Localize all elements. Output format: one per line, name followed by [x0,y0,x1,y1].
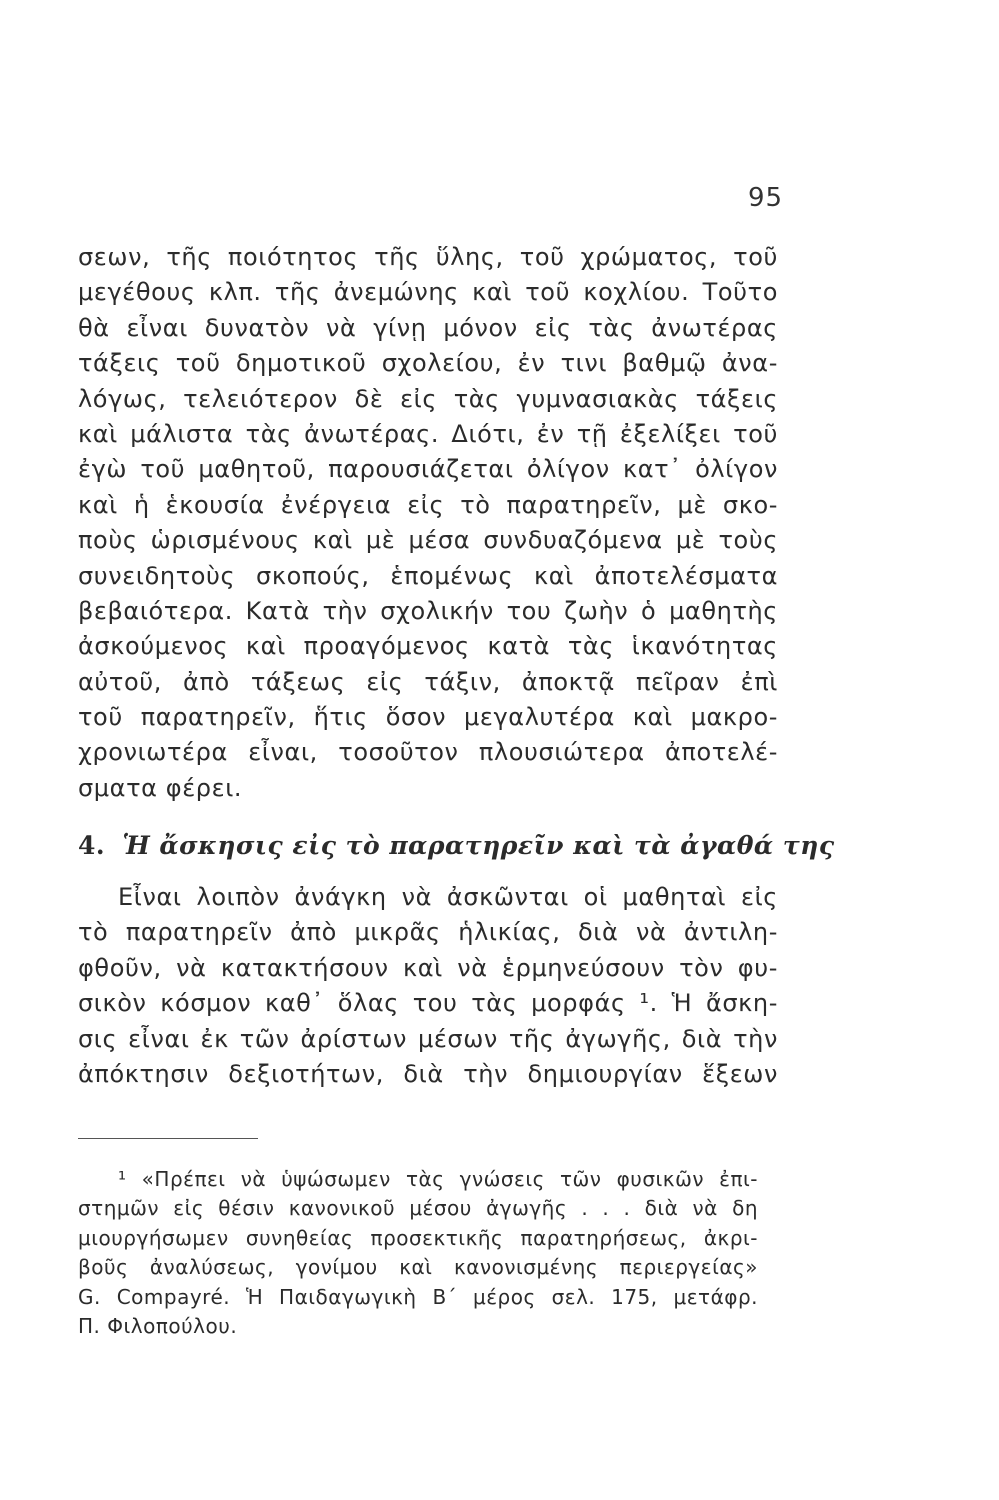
section-line: φθοῦν, νὰ κατακτήσουν καὶ νὰ ἑρμηνεύσουν τὸν φυ- [78,953,778,982]
section-text [78,880,778,1092]
body-line: χρονιωτέρα εἶναι, τοσοῦτον πλουσιώτερα ἀποτελέ- [78,738,778,767]
section-number: 4. [78,831,106,860]
body-line: καὶ μάλιστα τὰς ἀνωτέρας. Διότι, ἐν τῇ ἐξελίξει τοῦ [78,419,778,448]
body-line: καὶ ἡ ἑκουσία ἐνέργεια εἰς τὸ παρατηρεῖν, μὲ σκο- [78,490,778,519]
body-line: ἐγὼ τοῦ μαθητοῦ, παρουσιάζεται ὀλίγον κατ᾽ ὀλίγον [78,455,778,484]
footnote-line: Π. Φιλοπούλου. [78,1313,238,1338]
body-line: σεων, τῆς ποιότητος τῆς ὕλης, τοῦ χρώματος, τοῦ [78,243,778,271]
page-number: 95 [748,183,784,213]
footnote-line: ¹ «Πρέπει νὰ ὑψώσωμεν τὰς γνώσεις τῶν φυσικῶν ἐπι- [118,1167,758,1191]
footnote-line: μιουργήσωμεν συνηθείας προσεκτικῆς παρατηρήσεως, ἀκρι- [78,1225,758,1250]
footnote-line: βοῦς ἀναλύσεως, γονίμου καὶ κανονισμένης περιεργείας» [78,1255,758,1280]
body-line: σματα φέρει. [78,773,243,802]
section-line: ἀπόκτησιν δεξιοτήτων, διὰ τὴν δημιουργίαν ἕξεων [78,1059,778,1088]
section-heading [78,828,835,864]
body-line: μεγέθους κλπ. τῆς ἀνεμώνης καὶ τοῦ κοχλίου. Τοῦτο [78,278,778,307]
body-line: ἀσκούμενος καὶ προαγόμενος κατὰ τὰς ἱκανότητας [78,632,778,661]
section-line: σις εἶναι ἐκ τῶν ἀρίστων μέσων τῆς ἀγωγῆς, διὰ τὴν [78,1024,778,1053]
body-line: τοῦ παρατηρεῖν, ἥτις ὅσον μεγαλυτέρα καὶ μακρο- [78,703,778,732]
body-line: θὰ εἶναι δυνατὸν νὰ γίνῃ μόνον εἰς τὰς ἀνωτέρας [78,313,778,342]
body-line: βεβαιότερα. Κατὰ τὴν σχολικήν του ζωὴν ὁ μαθητὴς [78,596,778,625]
footnote-divider [78,1138,258,1139]
section-line: Εἶναι λοιπὸν ἀνάγκη νὰ ἀσκῶνται οἱ μαθηταὶ εἰς [118,883,778,911]
body-line: αὐτοῦ, ἀπὸ τάξεως εἰς τάξιν, ἀποκτᾷ πεῖραν ἐπὶ [78,667,778,696]
body-line: λόγως, τελειότερον δὲ εἰς τὰς γυμνασιακὰς τάξεις [78,384,778,413]
footnote-line: στημῶν εἰς θέσιν κανονικοῦ μέσου ἀγωγῆς . . . διὰ νὰ δη [78,1196,758,1221]
section-line: τὸ παρατηρεῖν ἀπὸ μικρᾶς ἡλικίας, διὰ νὰ ἀντιλη- [78,918,778,947]
body-text [78,240,778,806]
body-line: ποὺς ὡρισμένους καὶ μὲ μέσα συνδυαζόμενα μὲ τοὺς [78,526,778,555]
section-title: Ἡ ἄσκησις εἰς τὸ παρατηρεῖν καὶ τὰ ἀγαθά της [122,831,835,860]
body-line: τάξεις τοῦ δημοτικοῦ σχολείου, ἐν τινι βαθμῷ ἀνα- [78,349,778,378]
section-line: σικὸν κόσμον καθ᾽ ὅλας του τὰς μορφάς ¹. Ἡ ἄσκη- [78,989,778,1018]
footnote [78,1165,758,1341]
body-line: συνειδητοὺς σκοπούς, ἑπομένως καὶ ἀποτελέσματα [78,561,778,590]
footnote-line: G. Compayré. Ἡ Παιδαγωγικὴ Β΄ μέρος σελ. 175, μετάφρ. [78,1284,758,1309]
